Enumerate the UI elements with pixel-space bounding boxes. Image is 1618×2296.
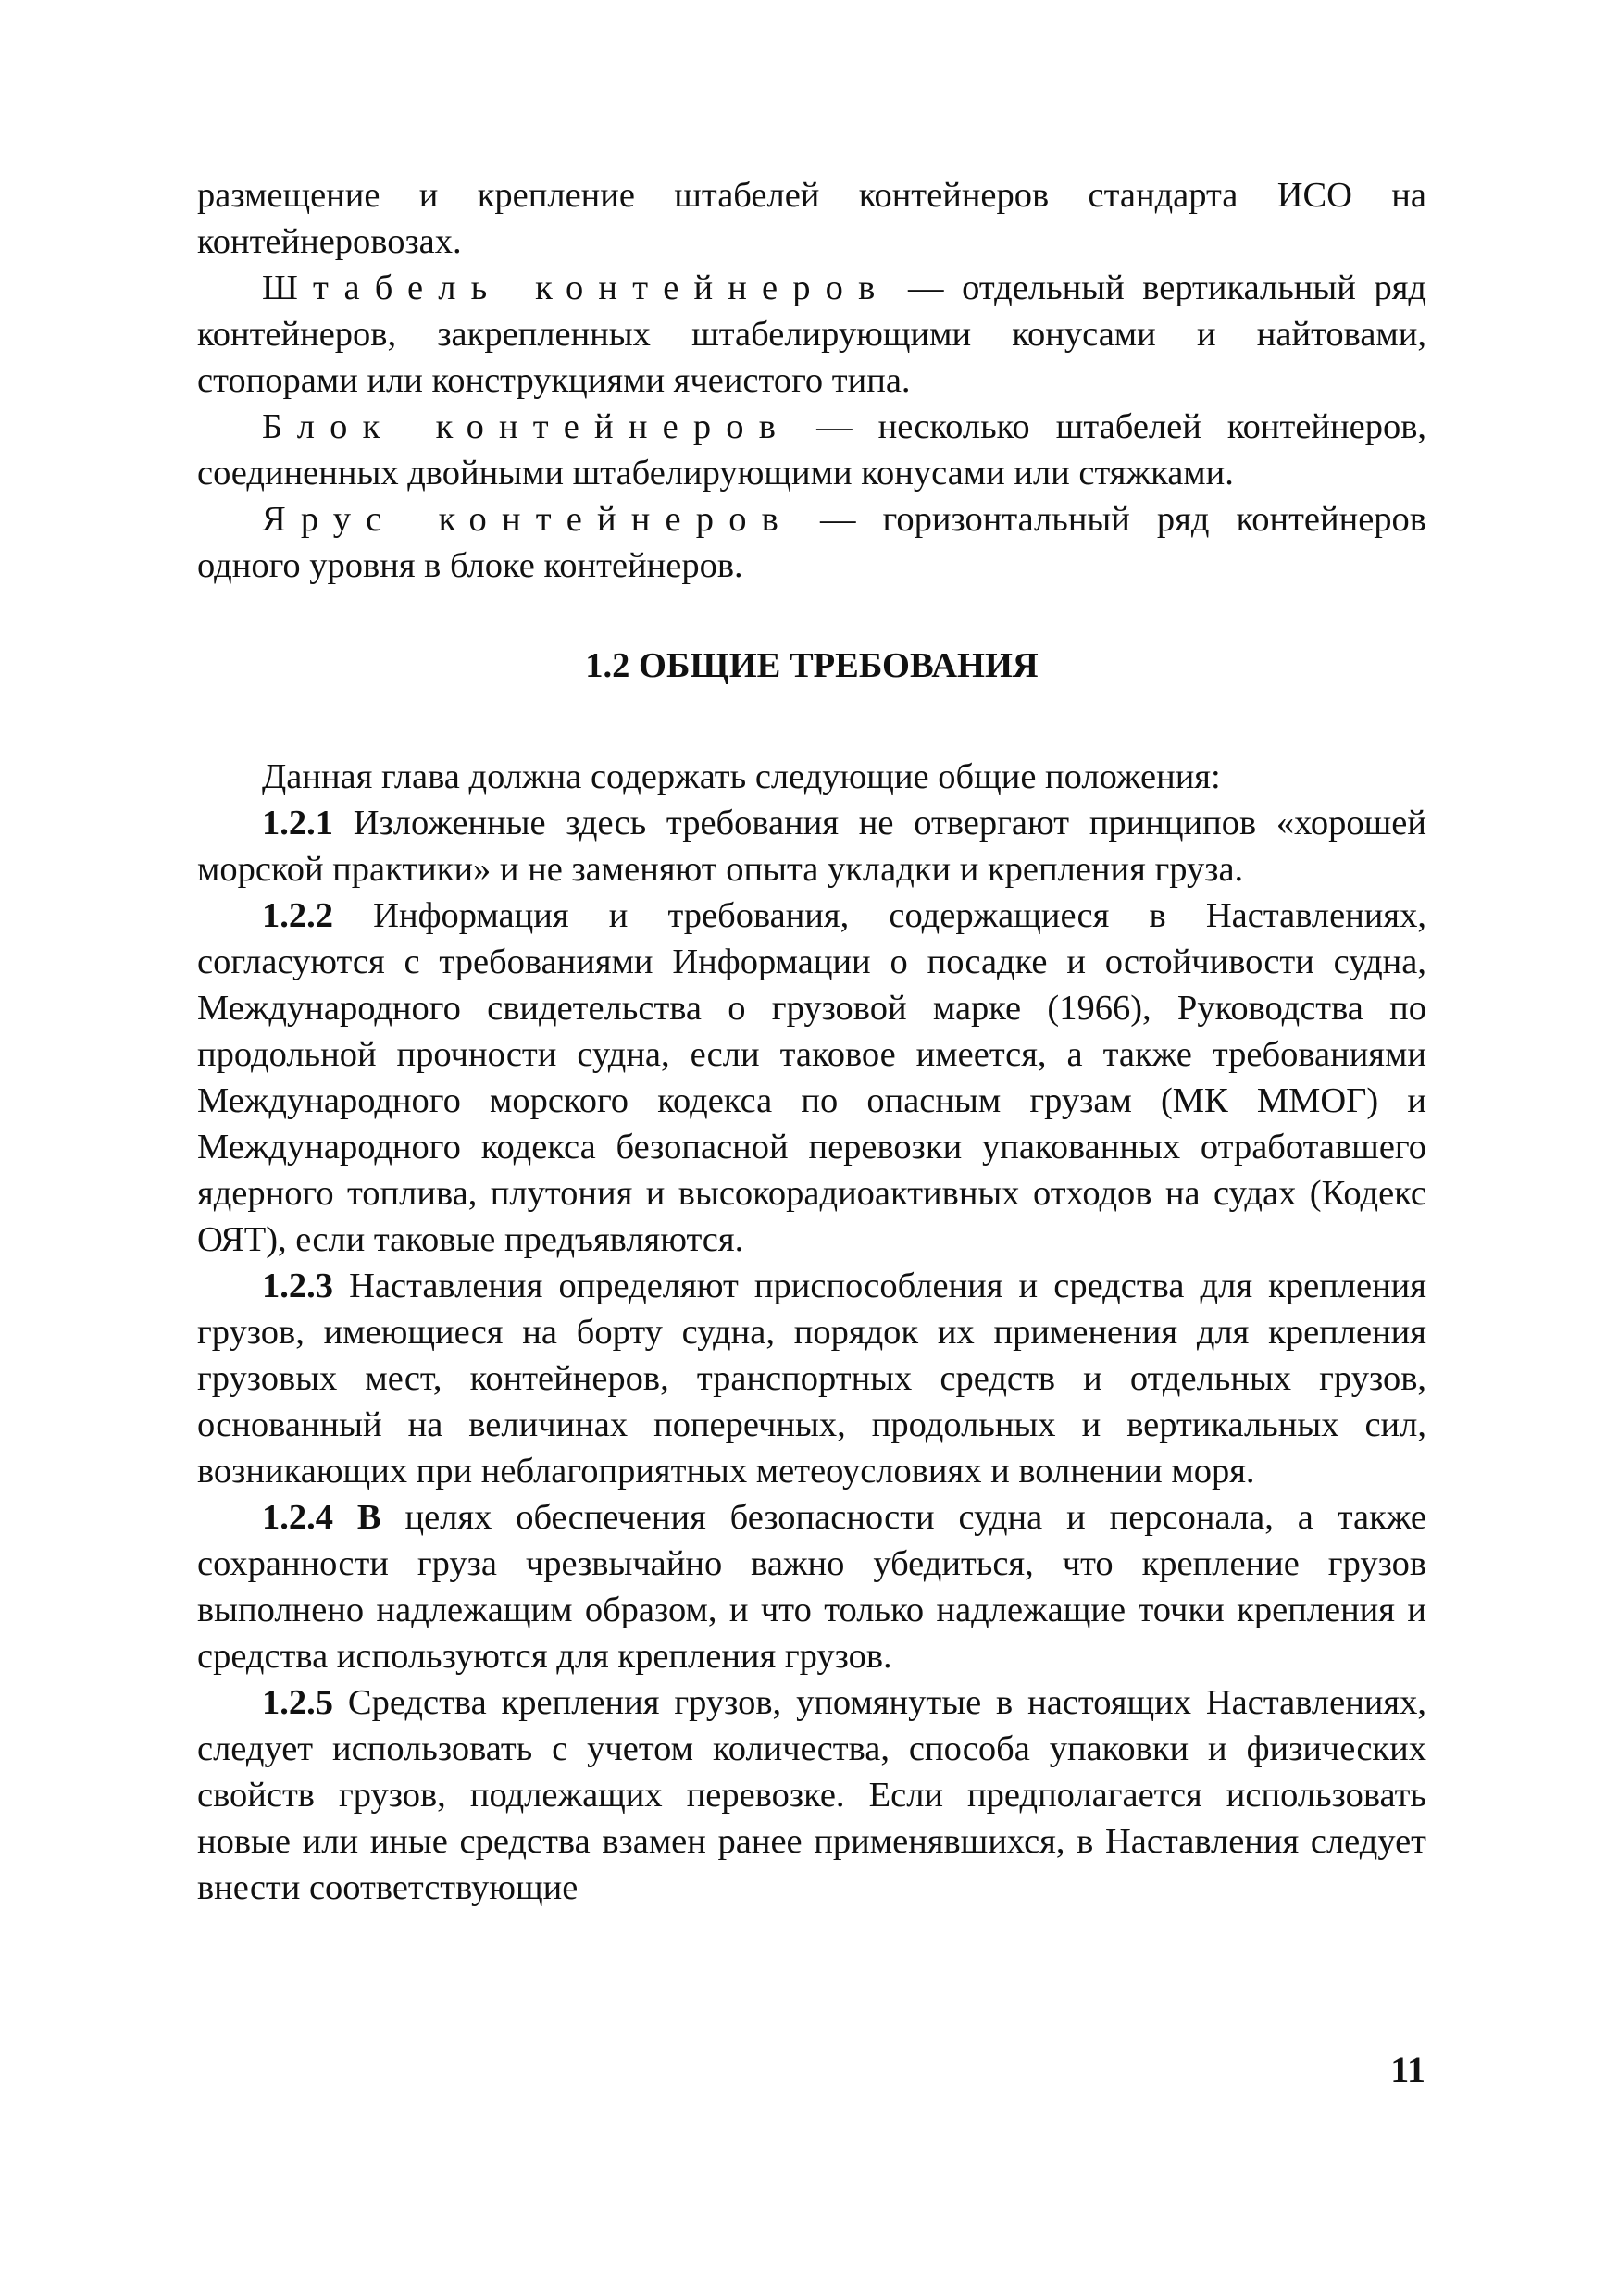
definition-stack: [197, 265, 1426, 404]
clause-number: 1.2.1: [262, 804, 333, 842]
document-page: [197, 172, 1426, 2163]
clause-number: 1.2.3: [262, 1267, 333, 1305]
clause-number: 1.2.4 В: [262, 1498, 381, 1537]
clause-number: 1.2.2: [262, 896, 333, 935]
clause-text: Изложенные здесь требования не отвергают принципов «хорошей морской практики» и не заменяют опыта укладки и крепления груза.: [197, 804, 1426, 889]
definition-text: — несколько штабелей контейнеров, соединенных двойными штабелирующими конусами или стяжками.: [197, 407, 1427, 493]
intro-paragraph: размещение и крепление штабелей контейнеров стандарта ИСО на контейнеровозах.: [197, 176, 1426, 261]
definition-text: — горизонтальный ряд контейнеров одного уровня в блоке контейнеров.: [197, 500, 1426, 585]
clause-text: Средства крепления грузов, упомянутые в настоящих Наставлениях, следует использовать с учетом количества, способа упаковки и физических свойств грузов, подлежащих перевозке. Если предполагается использовать новые или иные средства взамен ранее применявшихся, в Наставления следует внести соответствующие: [197, 1683, 1426, 1907]
clause-text: Наставления определяют приспособления и средства для крепления грузов, имеющиеся на борту судна, порядок их применения для крепления грузовых мест, контейнеров, транспортных средств и отдельных грузов, основанный на величинах поперечных, продольных и вертикальных сил, возникающих при неблагоприятных метеоусловиях и волнении моря.: [197, 1267, 1426, 1491]
clause-1-2-2: [197, 892, 1426, 1263]
clause-1-2-4: [197, 1494, 1426, 1679]
section-heading: 1.2 ОБЩИЕ ТРЕБОВАНИЯ: [585, 646, 1039, 685]
clause-text: целях обеспечения безопасности судна и персонала, а также сохранности груза чрезвычайно важно убедиться, что крепление грузов выполнено надлежащим образом, и что только надлежащие точки крепления и средства используются для крепления грузов.: [197, 1498, 1426, 1676]
definition-term: Ярус контейнеров: [262, 500, 793, 539]
definition-tier: [197, 496, 1426, 589]
definition-text: — отдельный вертикальный ряд контейнеров, закрепленных штабелирующими конусами и найтовами, стопорами или конструкциями ячеистого типа.: [197, 268, 1427, 400]
clause-1-2-5: [197, 1679, 1426, 1911]
clause-text: Информация и требования, содержащиеся в Наставлениях, согласуются с требованиями Информации о посадке и остойчивости судна, Международного свидетельства о грузовой марке (1966), Руководства по продольной прочности судна, если таковое имеется, а также требованиями Международного морского кодекса по опасным грузам (МК ММОГ) и Международного кодекса безопасной перевозки упакованных отработавшего ядерного топлива, плутония и высокорадиоактивных отходов на судах (Кодекс ОЯТ), если таковые предъявляются.: [197, 896, 1426, 1259]
definition-term: Штабель контейнеров: [262, 268, 890, 307]
clause-number: 1.2.5: [262, 1683, 333, 1722]
definition-term: Блок контейнеров: [262, 407, 791, 446]
page-number: 11: [1390, 2049, 1425, 2090]
clause-1-2-3: [197, 1263, 1426, 1494]
section-lead: Данная глава должна содержать следующие общие положения:: [262, 757, 1221, 796]
definition-block: [197, 404, 1426, 496]
clause-1-2-1: [197, 800, 1426, 892]
